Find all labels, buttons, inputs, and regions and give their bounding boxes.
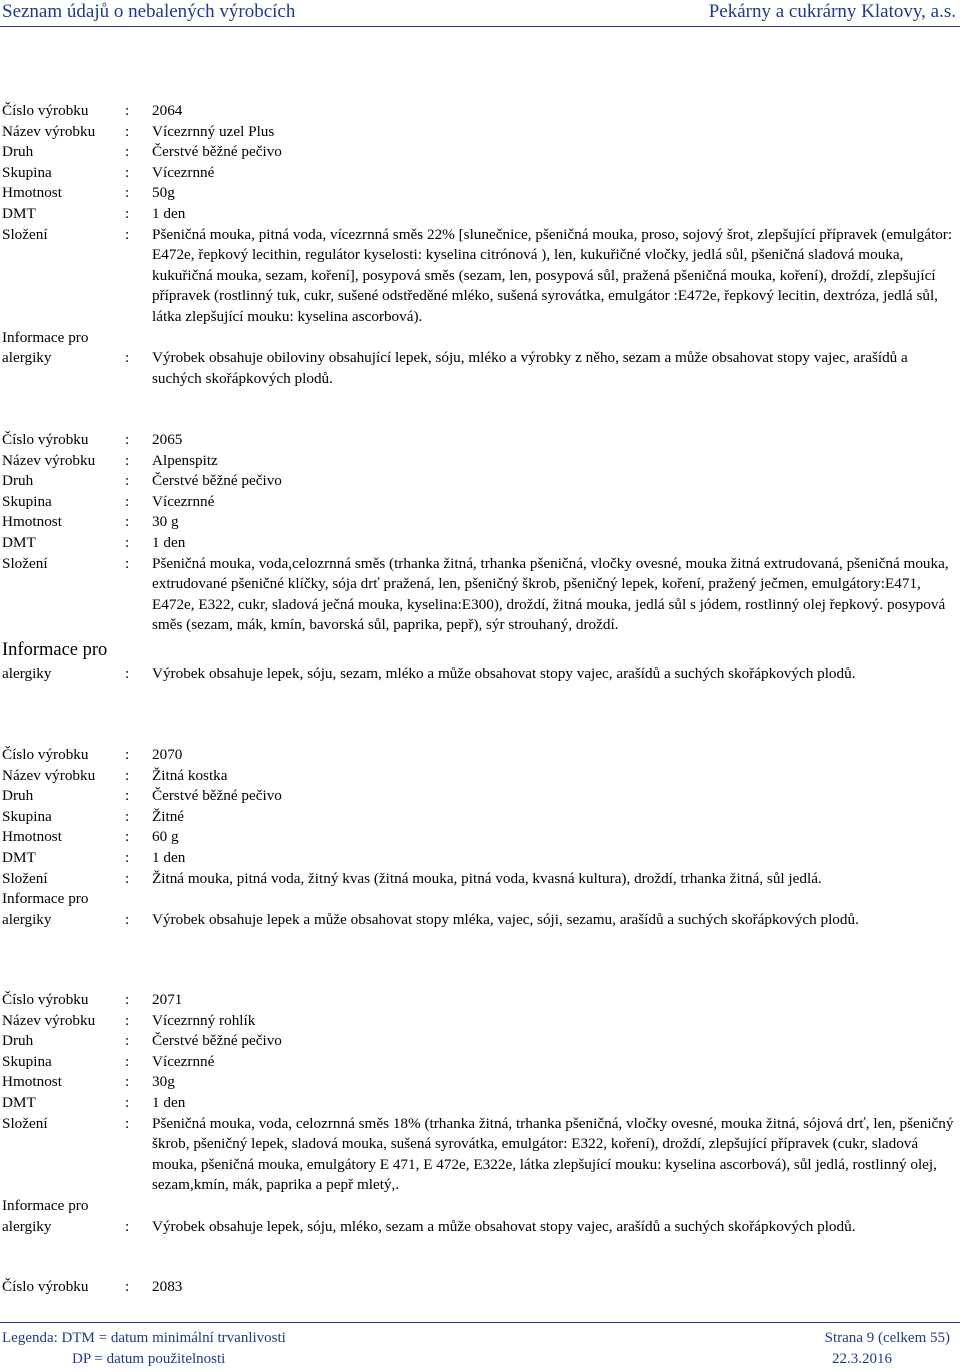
product-weight: 50g — [152, 184, 175, 202]
label-nazev: Název výrobku — [2, 451, 96, 469]
product-composition: Pšeničná mouka, pitná voda, vícezrnná směs 22% [slunečnice, pšeničná mouka, proso, sojový šrot, zlepšující přípravek (emulgátor: E472e, řepkový lecithin, regulátor kyselosti: kyselina citrónová ), len, kukuřičné vločky, jedlá sůl, pšeničná sladová mouka, kukuřičná mouka, sezam, koření], posypová směs (sezam, len, posypová sůl, pražená pšeničná mouka, koření), droždí, zlepšující přípravek (rostlinný tuk, cukr, sušené odstředěné mléko, sušená syrovátka, emulgátor :E472e, řepkový lecitin, dextróza, jedlá sůl, látka zlepšující mouku: kyselina ascorbová). — [152, 225, 953, 325]
label-informace: Informace pro — [2, 1196, 89, 1214]
colon: : — [125, 554, 130, 572]
product-number: 2083 — [152, 1278, 183, 1295]
label-slozeni: Složení — [2, 869, 48, 887]
product-number: 2070 — [152, 746, 183, 763]
page-header — [0, 0, 960, 26]
product-name: Žitná kostka — [152, 766, 228, 784]
product-number: 2064 — [152, 102, 183, 119]
label-hmotnost: Hmotnost — [2, 828, 62, 846]
colon: : — [125, 991, 130, 1008]
product-number: 2065 — [152, 431, 183, 448]
colon: : — [125, 746, 130, 763]
colon: : — [125, 807, 130, 825]
label-slozeni: Složení — [2, 554, 48, 572]
product-weight: 60 g — [152, 828, 179, 846]
label-alergiky: alergiky — [2, 664, 52, 682]
label-skupina: Skupina — [2, 1052, 52, 1070]
label-dmt: DMT — [2, 533, 36, 551]
product-composition: Žitná mouka, pitná voda, žitný kvas (žitná mouka, pitná voda, kvasná kultura), droždí, trhanka žitná, sůl jedlá. — [152, 869, 822, 887]
colon: : — [125, 184, 130, 202]
product-dmt: 1 den — [152, 848, 186, 866]
colon: : — [125, 204, 130, 222]
product-name: Alpenspitz — [152, 451, 218, 469]
product-type: Čerstvé běžné pečivo — [152, 787, 282, 805]
label-druh: Druh — [2, 143, 34, 161]
product-block — [0, 990, 960, 1237]
product-block — [0, 430, 960, 685]
colon: : — [125, 492, 130, 510]
product-dmt: 1 den — [152, 1093, 186, 1111]
colon: : — [125, 664, 130, 682]
product-number: 2071 — [152, 991, 183, 1008]
label-hmotnost: Hmotnost — [2, 513, 62, 531]
label-nazev: Název výrobku — [2, 766, 96, 784]
colon: : — [125, 910, 130, 928]
label-informace: Informace pro — [2, 890, 89, 908]
colon: : — [125, 163, 130, 181]
colon: : — [125, 848, 130, 866]
product-group: Žitné — [152, 807, 185, 825]
product-allergens: Výrobek obsahuje lepek a může obsahovat stopy mléka, vajec, sóji, sezamu, arašídů a suchých skořápkových plodů. — [152, 910, 859, 928]
colon: : — [125, 869, 130, 887]
product-block — [0, 1277, 960, 1298]
product-dmt: 1 den — [152, 204, 186, 222]
label-skupina: Skupina — [2, 492, 52, 510]
product-name: Vícezrnný rohlík — [152, 1011, 256, 1029]
colon: : — [125, 766, 130, 784]
product-dmt: 1 den — [152, 533, 186, 551]
colon: : — [125, 1278, 130, 1295]
label-cislo: Číslo výrobku — [2, 431, 89, 448]
colon: : — [125, 828, 130, 846]
product-type: Čerstvé běžné pečivo — [152, 472, 282, 490]
label-informace: Informace pro — [2, 639, 108, 660]
legend-dmt: Legenda: DTM = datum minimální trvanlivosti — [2, 1330, 286, 1346]
label-cislo: Číslo výrobku — [2, 991, 89, 1008]
label-alergiky: alergiky — [2, 910, 52, 928]
product-composition: Pšeničná mouka, voda,celozrnná směs (trhanka žitná, trhanka pšeničná, vločky ovesné, mouka žitná extrudovaná, pšeničná mouka, extrudované pšeničné klíčky, sója drť pražená, len, pšeničný škrob, pšeničný lepek, koření, pražený ječmen, emulgátory:E471, E472e, E322, cukr, sladová ječná mouka, kyselina:E300), droždí, žitná mouka, jedlá sůl s jódem, rostlinný olej řepkový. posypová směs (sezam, mák, kmín, bavorská sůl, paprika, pepř), sýr strouhaný, droždí. — [152, 554, 949, 634]
product-name: Vícezrnný uzel Plus — [152, 122, 275, 140]
label-cislo: Číslo výrobku — [2, 1278, 89, 1295]
label-druh: Druh — [2, 1032, 34, 1050]
colon: : — [125, 225, 130, 243]
colon: : — [125, 1114, 130, 1132]
label-slozeni: Složení — [2, 225, 48, 243]
product-type: Čerstvé běžné pečivo — [152, 1032, 282, 1050]
product-allergens: Výrobek obsahuje lepek, sóju, mléko, sezam a může obsahovat stopy vajec, arašídů a suchých skořápkových plodů. — [152, 1217, 856, 1235]
colon: : — [125, 787, 130, 805]
label-informace: Informace pro — [2, 328, 89, 346]
label-dmt: DMT — [2, 1093, 36, 1111]
product-weight: 30 g — [152, 513, 179, 531]
label-alergiky: alergiky — [2, 349, 52, 367]
product-weight: 30g — [152, 1073, 175, 1091]
company-name: Pekárny a cukrárny Klatovy, a.s. — [708, 1, 956, 22]
colon: : — [125, 472, 130, 490]
product-block — [0, 745, 960, 930]
colon: : — [125, 1093, 130, 1111]
label-druh: Druh — [2, 787, 34, 805]
label-hmotnost: Hmotnost — [2, 1073, 62, 1091]
product-block — [0, 101, 960, 389]
colon: : — [125, 1011, 130, 1029]
product-group: Vícezrnné — [152, 492, 215, 510]
product-allergens: Výrobek obsahuje obiloviny obsahující lepek, sóju, mléko a výrobky z něho, sezam a může obsahovat stopy vajec, arašídů a suchých skořápkových plodů. — [152, 349, 908, 387]
product-group: Vícezrnné — [152, 163, 215, 181]
document-title: Seznam údajů o nebalených výrobcích — [2, 1, 296, 22]
colon: : — [125, 1032, 130, 1050]
header-rule — [0, 26, 960, 27]
label-dmt: DMT — [2, 204, 36, 222]
colon: : — [125, 451, 130, 469]
label-cislo: Číslo výrobku — [2, 102, 89, 119]
label-skupina: Skupina — [2, 163, 52, 181]
colon: : — [125, 513, 130, 531]
label-hmotnost: Hmotnost — [2, 184, 62, 202]
colon: : — [125, 431, 130, 448]
colon: : — [125, 349, 130, 367]
product-group: Vícezrnné — [152, 1052, 215, 1070]
footer-rule — [0, 1322, 960, 1323]
colon: : — [125, 533, 130, 551]
product-allergens: Výrobek obsahuje lepek, sóju, sezam, mléko a může obsahovat stopy vajec, arašídů a suchých skořápkových plodů. — [152, 664, 856, 682]
document-date: 22.3.2016 — [832, 1351, 892, 1367]
label-skupina: Skupina — [2, 807, 52, 825]
legend-dp: DP = datum použitelnosti — [72, 1351, 226, 1367]
label-druh: Druh — [2, 472, 34, 490]
colon: : — [125, 1217, 130, 1235]
product-composition: Pšeničná mouka, voda, celozrnná směs 18% (trhanka žitná, trhanka pšeničná, vločky ovesné, mouka žitná, sójová drť, len, pšeničný škrob, pšeničný lepek, sladová mouka, sušená syrovátka, emulgátor: E322, koření), droždí, zlepšující přípravek (cukr, sladová mouka, pšeničná mouka, emulgátory E 471, E 472e, E322e, látka zlepšující mouku: kyselina ascorbová), sůl jedlá, rostlinný olej, sezam,kmín, mák, paprika a pepř mletý,. — [152, 1114, 954, 1194]
colon: : — [125, 1073, 130, 1091]
label-alergiky: alergiky — [2, 1217, 52, 1235]
colon: : — [125, 1052, 130, 1070]
label-cislo: Číslo výrobku — [2, 746, 89, 763]
label-slozeni: Složení — [2, 1114, 48, 1132]
label-dmt: DMT — [2, 848, 36, 866]
label-nazev: Název výrobku — [2, 1011, 96, 1029]
colon: : — [125, 143, 130, 161]
page-number: Strana 9 (celkem 55) — [824, 1330, 950, 1346]
colon: : — [125, 102, 130, 119]
colon: : — [125, 122, 130, 140]
label-nazev: Název výrobku — [2, 122, 96, 140]
product-type: Čerstvé běžné pečivo — [152, 143, 282, 161]
